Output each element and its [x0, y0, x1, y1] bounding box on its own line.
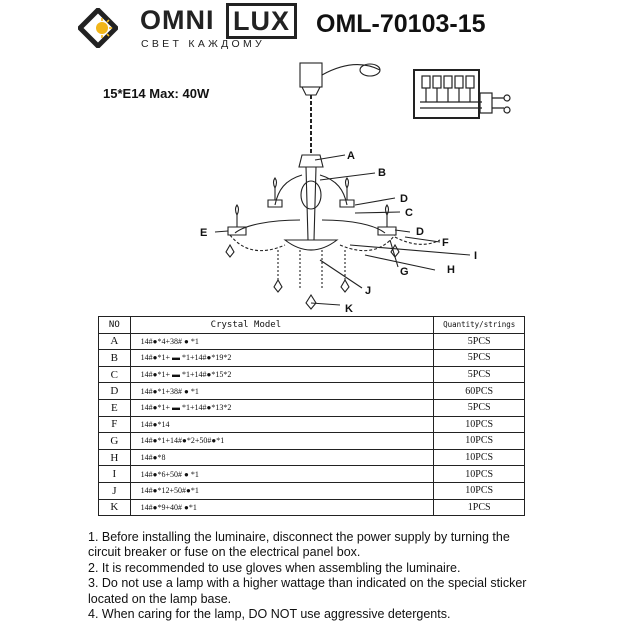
brand-tagline: СВЕТ КАЖДОМУ	[141, 38, 266, 50]
column-header-qty: Quantity/strings	[434, 317, 525, 334]
diamond-logo-icon	[78, 8, 118, 48]
row-model: 14#●*8	[130, 449, 434, 466]
row-model: 14#●*12+50#●*1	[130, 482, 434, 499]
part-label-f: F	[442, 237, 449, 249]
part-label-g: G	[400, 266, 409, 278]
row-model: 14#●*14	[130, 416, 434, 433]
row-model: 14#●*4+38# ● *1	[130, 333, 434, 350]
table-row	[99, 383, 525, 400]
table-row	[99, 466, 525, 483]
table-row	[99, 433, 525, 450]
row-no: H	[99, 449, 131, 466]
part-label-a: A	[347, 150, 355, 162]
row-qty: 5PCS	[434, 350, 525, 367]
table-row	[99, 499, 525, 516]
row-model: 14#●*1+ ▬ *1+14#●*15*2	[130, 366, 434, 383]
row-model: 14#●*1+ ▬ *1+14#●*19*2	[130, 350, 434, 367]
note-2: 2. It is recommended to use gloves when assembling the luminaire.	[88, 560, 461, 575]
row-no: B	[99, 350, 131, 367]
table-row	[99, 350, 525, 367]
part-label-d: D	[400, 193, 408, 205]
part-label-i: I	[474, 250, 478, 262]
table-header-row	[99, 317, 525, 334]
model-code: OML-70103-15	[316, 10, 486, 38]
row-no: E	[99, 399, 131, 416]
row-model: 14#●*1+38# ● *1	[130, 383, 434, 400]
row-model: 14#●*1+14#●*2+50#●*1	[130, 433, 434, 450]
part-label-b: B	[378, 167, 386, 179]
row-no: K	[99, 499, 131, 516]
part-label-d2: D	[416, 226, 424, 238]
row-no: C	[99, 366, 131, 383]
row-qty: 10PCS	[434, 466, 525, 483]
table-row	[99, 366, 525, 383]
crystal-parts-table	[98, 316, 525, 516]
part-label-e: E	[200, 227, 208, 239]
table-row	[99, 449, 525, 466]
row-qty: 10PCS	[434, 416, 525, 433]
chandelier-diagram	[190, 55, 490, 315]
brand-name-lux: LUX	[226, 3, 297, 39]
note-3: 3. Do not use a lamp with a higher wattage than indicated on the special sticker located on the lamp base.	[88, 576, 527, 606]
table-row	[99, 482, 525, 499]
row-qty: 60PCS	[434, 383, 525, 400]
row-qty: 10PCS	[434, 449, 525, 466]
row-model: 14#●*1+ ▬ *1+14#●*13*2	[130, 399, 434, 416]
row-qty: 5PCS	[434, 399, 525, 416]
part-label-k: K	[345, 303, 353, 315]
table-row	[99, 416, 525, 433]
table-row	[99, 399, 525, 416]
row-qty: 10PCS	[434, 482, 525, 499]
column-header-model: Crystal Model	[130, 317, 434, 334]
brand-name-omni: OMNI	[140, 5, 215, 35]
row-qty: 5PCS	[434, 366, 525, 383]
lamp-spec: 15*E14 Max: 40W	[103, 86, 210, 101]
column-header-no: NO	[99, 317, 131, 334]
part-label-c: C	[405, 207, 413, 219]
part-label-j: J	[365, 285, 372, 297]
row-qty: 5PCS	[434, 333, 525, 350]
table-row	[99, 333, 525, 350]
row-no: I	[99, 466, 131, 483]
row-model: 14#●*9+40# ●*1	[130, 499, 434, 516]
note-4: 4. When caring for the lamp, DO NOT use aggressive detergents.	[88, 607, 451, 622]
safety-notes	[88, 530, 538, 622]
row-no: D	[99, 383, 131, 400]
note-1: 1. Before installing the luminaire, disconnect the power supply by turning the circuit breaker or fuse on the electrical panel box.	[88, 530, 510, 560]
row-model: 14#●*6+50# ● *1	[130, 466, 434, 483]
part-label-h: H	[447, 264, 455, 276]
row-qty: 1PCS	[434, 499, 525, 516]
row-no: G	[99, 433, 131, 450]
row-no: J	[99, 482, 131, 499]
row-no: F	[99, 416, 131, 433]
row-no: A	[99, 333, 131, 350]
row-qty: 10PCS	[434, 433, 525, 450]
